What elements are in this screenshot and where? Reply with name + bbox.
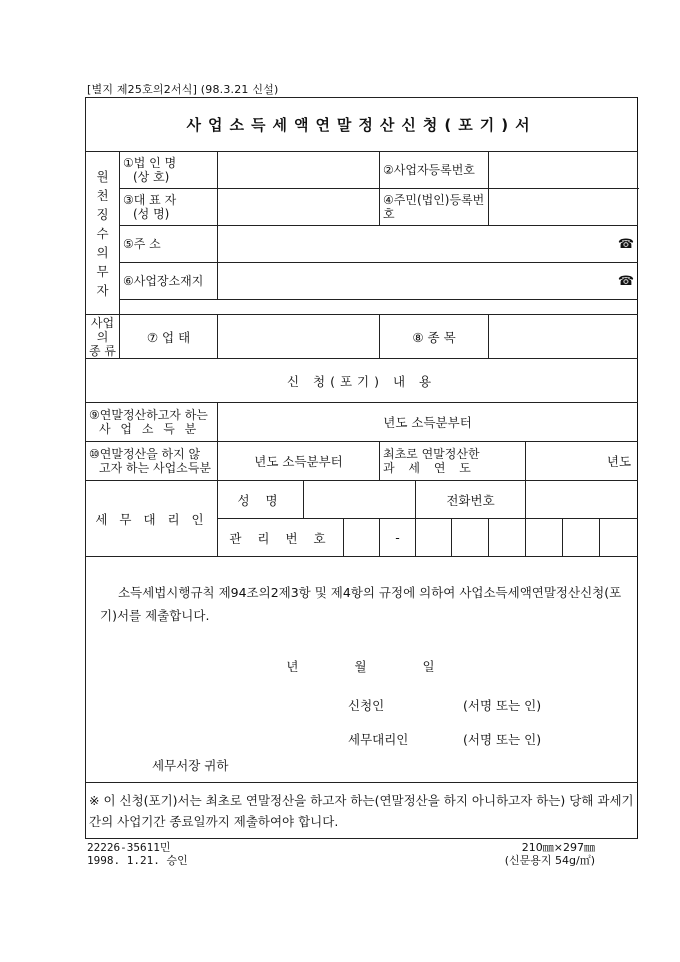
mgmt-no-box[interactable] bbox=[563, 519, 600, 557]
date-year[interactable]: 년 bbox=[286, 659, 301, 674]
declaration-section bbox=[86, 557, 638, 783]
form-title: 사업소득세액연말정산신청(포기)서 bbox=[86, 98, 638, 152]
declaration-text: 소득세법시행규칙 제94조의2제3항 및 제4항의 규정에 의하여 사업소득세액연말정산신청(포기)서를 제출합니다. bbox=[100, 585, 622, 623]
mgmt-no-box[interactable] bbox=[452, 519, 489, 557]
agent-sign-hint[interactable]: (서명 또는 인) bbox=[463, 732, 542, 747]
form-code: 22226-35611민 1998. 1.21. 승인 bbox=[87, 841, 188, 867]
agent-name-label: 성 명 bbox=[218, 481, 304, 519]
biz-reg-no-label: ②사업자등록번호 bbox=[380, 152, 489, 189]
applicant-signature-line: 신청인 (서명 또는 인) bbox=[348, 698, 542, 713]
biz-reg-no-field[interactable] bbox=[489, 152, 638, 189]
mgmt-no-box[interactable] bbox=[526, 519, 563, 557]
address-field[interactable] bbox=[218, 226, 638, 263]
biz-location-field[interactable] bbox=[218, 263, 638, 300]
corp-name-label: ①법 인 명 (상 호) bbox=[120, 152, 218, 189]
phone-icon: ☎ bbox=[617, 273, 635, 289]
mgmt-no-dash: - bbox=[380, 519, 416, 557]
mgmt-no-label: 관 리 번 호 bbox=[218, 519, 344, 557]
application-form bbox=[85, 97, 638, 839]
agent-name-field[interactable] bbox=[304, 481, 416, 519]
biz-location-label: ⑥사업장소재지 bbox=[120, 263, 218, 300]
business-category-field[interactable] bbox=[218, 315, 380, 359]
mgmt-no-box[interactable] bbox=[416, 519, 452, 557]
resident-no-field[interactable] bbox=[489, 189, 638, 226]
tax-agent-label: 세 무 대 리 인 bbox=[86, 481, 218, 557]
mgmt-no-box[interactable] bbox=[489, 519, 526, 557]
no-settle-income-field[interactable]: 년도 소득분부터 bbox=[218, 442, 380, 481]
first-settle-year-field[interactable]: 년도 bbox=[526, 442, 638, 481]
settle-income-label: ⑨연말정산하고자 하는 사 업 소 득 분 bbox=[86, 403, 218, 442]
phone-icon: ☎ bbox=[617, 236, 635, 252]
corp-name-field[interactable] bbox=[218, 152, 380, 189]
address-label: ⑤주 소 bbox=[120, 226, 218, 263]
date-month[interactable]: 월 bbox=[354, 659, 369, 674]
business-type-label: 사업의 종 류 bbox=[86, 315, 120, 359]
form-header-note: [별지 제25호의2서식] (98.3.21 신설) bbox=[87, 83, 279, 96]
representative-field[interactable] bbox=[218, 189, 380, 226]
date-day[interactable]: 일 bbox=[422, 659, 437, 674]
no-settle-income-label: ⑩연말정산을 하지 않 고자 하는 사업소득분 bbox=[86, 442, 218, 481]
applicant-sign-hint[interactable]: (서명 또는 인) bbox=[463, 698, 542, 713]
agent-phone-label: 전화번호 bbox=[416, 481, 526, 519]
settle-income-field[interactable]: 년도 소득분부터 bbox=[218, 403, 638, 442]
mgmt-no-box[interactable] bbox=[344, 519, 380, 557]
agent-signature-line: 세무대리인 (서명 또는 인) bbox=[348, 732, 542, 747]
representative-label: ③대 표 자 (성 명) bbox=[120, 189, 218, 226]
submission-date bbox=[86, 657, 637, 675]
paper-spec: 210㎜×297㎜ (신문용지 54g/㎡) bbox=[504, 841, 595, 867]
business-item-field[interactable] bbox=[489, 315, 638, 359]
first-settle-year-label: 최초로 연말정산한 과 세 연 도 bbox=[380, 442, 526, 481]
business-category-label: ⑦ 업 태 bbox=[120, 315, 218, 359]
business-item-label: ⑧ 종 목 bbox=[380, 315, 489, 359]
agent-phone-field[interactable] bbox=[526, 481, 638, 519]
recipient: 세무서장 귀하 bbox=[152, 758, 229, 773]
resident-no-label: ④주민(법인)등록번호 bbox=[380, 189, 489, 226]
submission-note: ※ 이 신청(포기)서는 최초로 연말정산을 하고자 하는(연말정산을 하지 아니하고자 하는) 당해 과세기간의 사업기간 종료일까지 제출하여야 합니다. bbox=[86, 783, 638, 839]
withholding-agent-label: 원 천 징 수 의 무 자 bbox=[86, 152, 120, 315]
request-section-title: 신 청(포기) 내 용 bbox=[86, 359, 638, 403]
